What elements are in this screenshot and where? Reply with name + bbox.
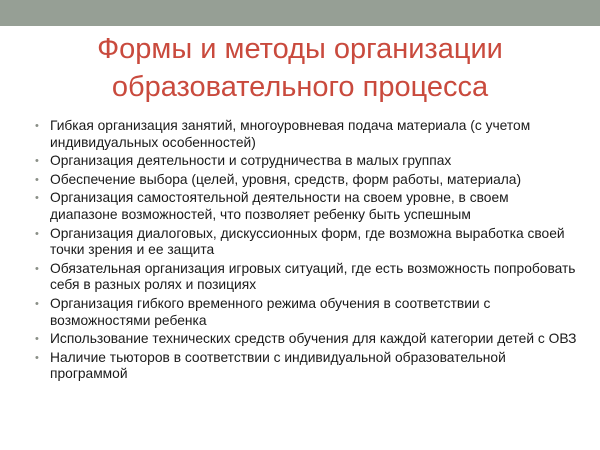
slide-title bbox=[40, 30, 560, 106]
bullet-text: Обязательная организация игровых ситуаций, где есть возможность попробовать себя в разных ролях и позициях bbox=[50, 260, 576, 293]
bullet-marker: • bbox=[35, 173, 39, 186]
bullet-marker: • bbox=[35, 333, 39, 346]
bullet-text: Наличие тьюторов в соответствии с индивидуальной образовательной программой bbox=[50, 349, 506, 382]
bullet-item bbox=[33, 172, 578, 189]
bullet-marker: • bbox=[35, 351, 39, 364]
bullet-marker: • bbox=[35, 155, 39, 168]
slide-top-bar bbox=[0, 0, 600, 26]
bullet-text: Организация диалоговых, дискуссионных форм, где возможна выработка своей точки зрения и ее защита bbox=[50, 225, 565, 258]
bullet-text: Использование технических средств обучения для каждой категории детей с ОВЗ bbox=[50, 331, 577, 347]
bullet-text: Организация самостоятельной деятельности на своем уровне, в своем диапазоне возможностей, что позволяет ребенку быть успешным bbox=[50, 190, 509, 222]
bullet-marker: • bbox=[35, 262, 39, 275]
bullet-item bbox=[33, 350, 578, 383]
bullet-marker: • bbox=[35, 120, 39, 132]
bullet-item bbox=[33, 190, 578, 223]
bullet-item bbox=[33, 118, 578, 151]
bullet-text: Организация деятельности и сотрудничества в малых группах bbox=[50, 153, 452, 169]
slide-title-line-2: образовательного процесса bbox=[111, 71, 489, 103]
bullet-item bbox=[33, 226, 578, 259]
bullet-marker: • bbox=[35, 192, 39, 205]
bullet-text: Обеспечение выбора (целей, уровня, средств, форм работы, материала) bbox=[50, 171, 522, 187]
bullet-list bbox=[33, 118, 578, 385]
bullet-marker: • bbox=[35, 297, 39, 310]
bullet-item bbox=[33, 331, 578, 348]
bullet-item bbox=[33, 153, 578, 170]
bullet-text: Гибкая организация занятий, многоуровневая подача материала (с учетом индивидуальных особенностей) bbox=[50, 118, 531, 150]
bullet-item bbox=[33, 261, 578, 294]
bullet-text: Организация гибкого временного режима обучения в соответствии с возможностями ребенка bbox=[50, 295, 491, 328]
bullet-item bbox=[33, 296, 578, 329]
slide-title-line-1: Формы и методы организации bbox=[97, 33, 503, 65]
bullet-marker: • bbox=[35, 227, 39, 240]
